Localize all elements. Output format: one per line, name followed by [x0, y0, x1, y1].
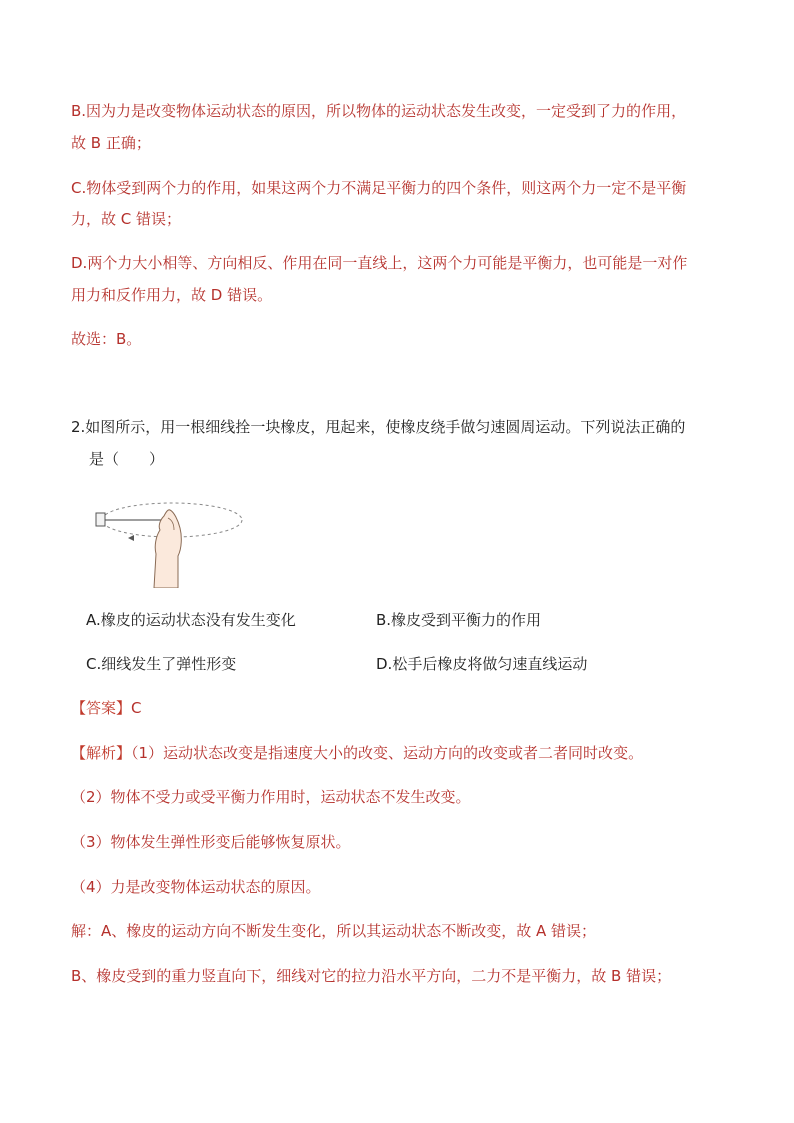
analysis-p2: （2）物体不受力或受平衡力作用时，运动状态不发生改变。 — [71, 788, 471, 806]
analysis-c-line2: 力，故 C 错误； — [71, 210, 182, 228]
analysis-d-line2: 用力和反作用力，故 D 错误。 — [71, 286, 273, 304]
analysis-conclusion: 故选：B。 — [71, 330, 142, 348]
analysis-p3: （3）物体发生弹性形变后能够恢复原状。 — [71, 833, 351, 851]
analysis-b-line1: B.因为力是改变物体运动状态的原因，所以物体的运动状态发生改变，一定受到了力的作用， — [71, 102, 687, 120]
analysis-p1-line — [71, 743, 643, 763]
eraser-circular-motion-figure — [86, 496, 256, 588]
analysis-p1: （1）运动状态改变是指速度大小的改变、运动方向的改变或者二者同时改变。 — [131, 744, 644, 762]
eraser — [96, 513, 105, 526]
analysis-label: 【解析】 — [71, 744, 132, 762]
option-a: A.橡皮的运动状态没有发生变化 — [86, 611, 296, 629]
analysis-b-line2: 故 B 正确； — [71, 134, 151, 152]
analysis-d-line1: D.两个力大小相等、方向相反、作用在同一直线上，这两个力可能是平衡力，也可能是一对作 — [71, 254, 688, 272]
answer-line — [71, 698, 142, 718]
option-d: D.松手后橡皮将做匀速直线运动 — [376, 655, 588, 673]
answer-label: 【答案】 — [71, 699, 132, 717]
question-stem-line1: 2.如图所示，用一根细线拴一块橡皮，甩起来，使橡皮绕手做匀速圆周运动。下列说法正确的 — [71, 418, 686, 436]
answer-value: C — [131, 699, 142, 717]
analysis-p4: （4）力是改变物体运动状态的原因。 — [71, 878, 321, 896]
question-stem-line2: 是（ ） — [89, 450, 165, 468]
solution-a: 解：A、橡皮的运动方向不断发生变化，所以其运动状态不断改变，故 A 错误； — [71, 922, 597, 940]
option-b: B.橡皮受到平衡力的作用 — [376, 611, 542, 629]
direction-arrow — [128, 535, 134, 541]
hand-icon — [154, 510, 181, 588]
solution-b: B、橡皮受到的重力竖直向下，细线对它的拉力沿水平方向，二力不是平衡力，故 B 错误； — [71, 967, 672, 985]
analysis-c-line1: C.物体受到两个力的作用，如果这两个力不满足平衡力的四个条件，则这两个力一定不是平衡 — [71, 179, 687, 197]
option-c: C.细线发生了弹性形变 — [86, 655, 237, 673]
